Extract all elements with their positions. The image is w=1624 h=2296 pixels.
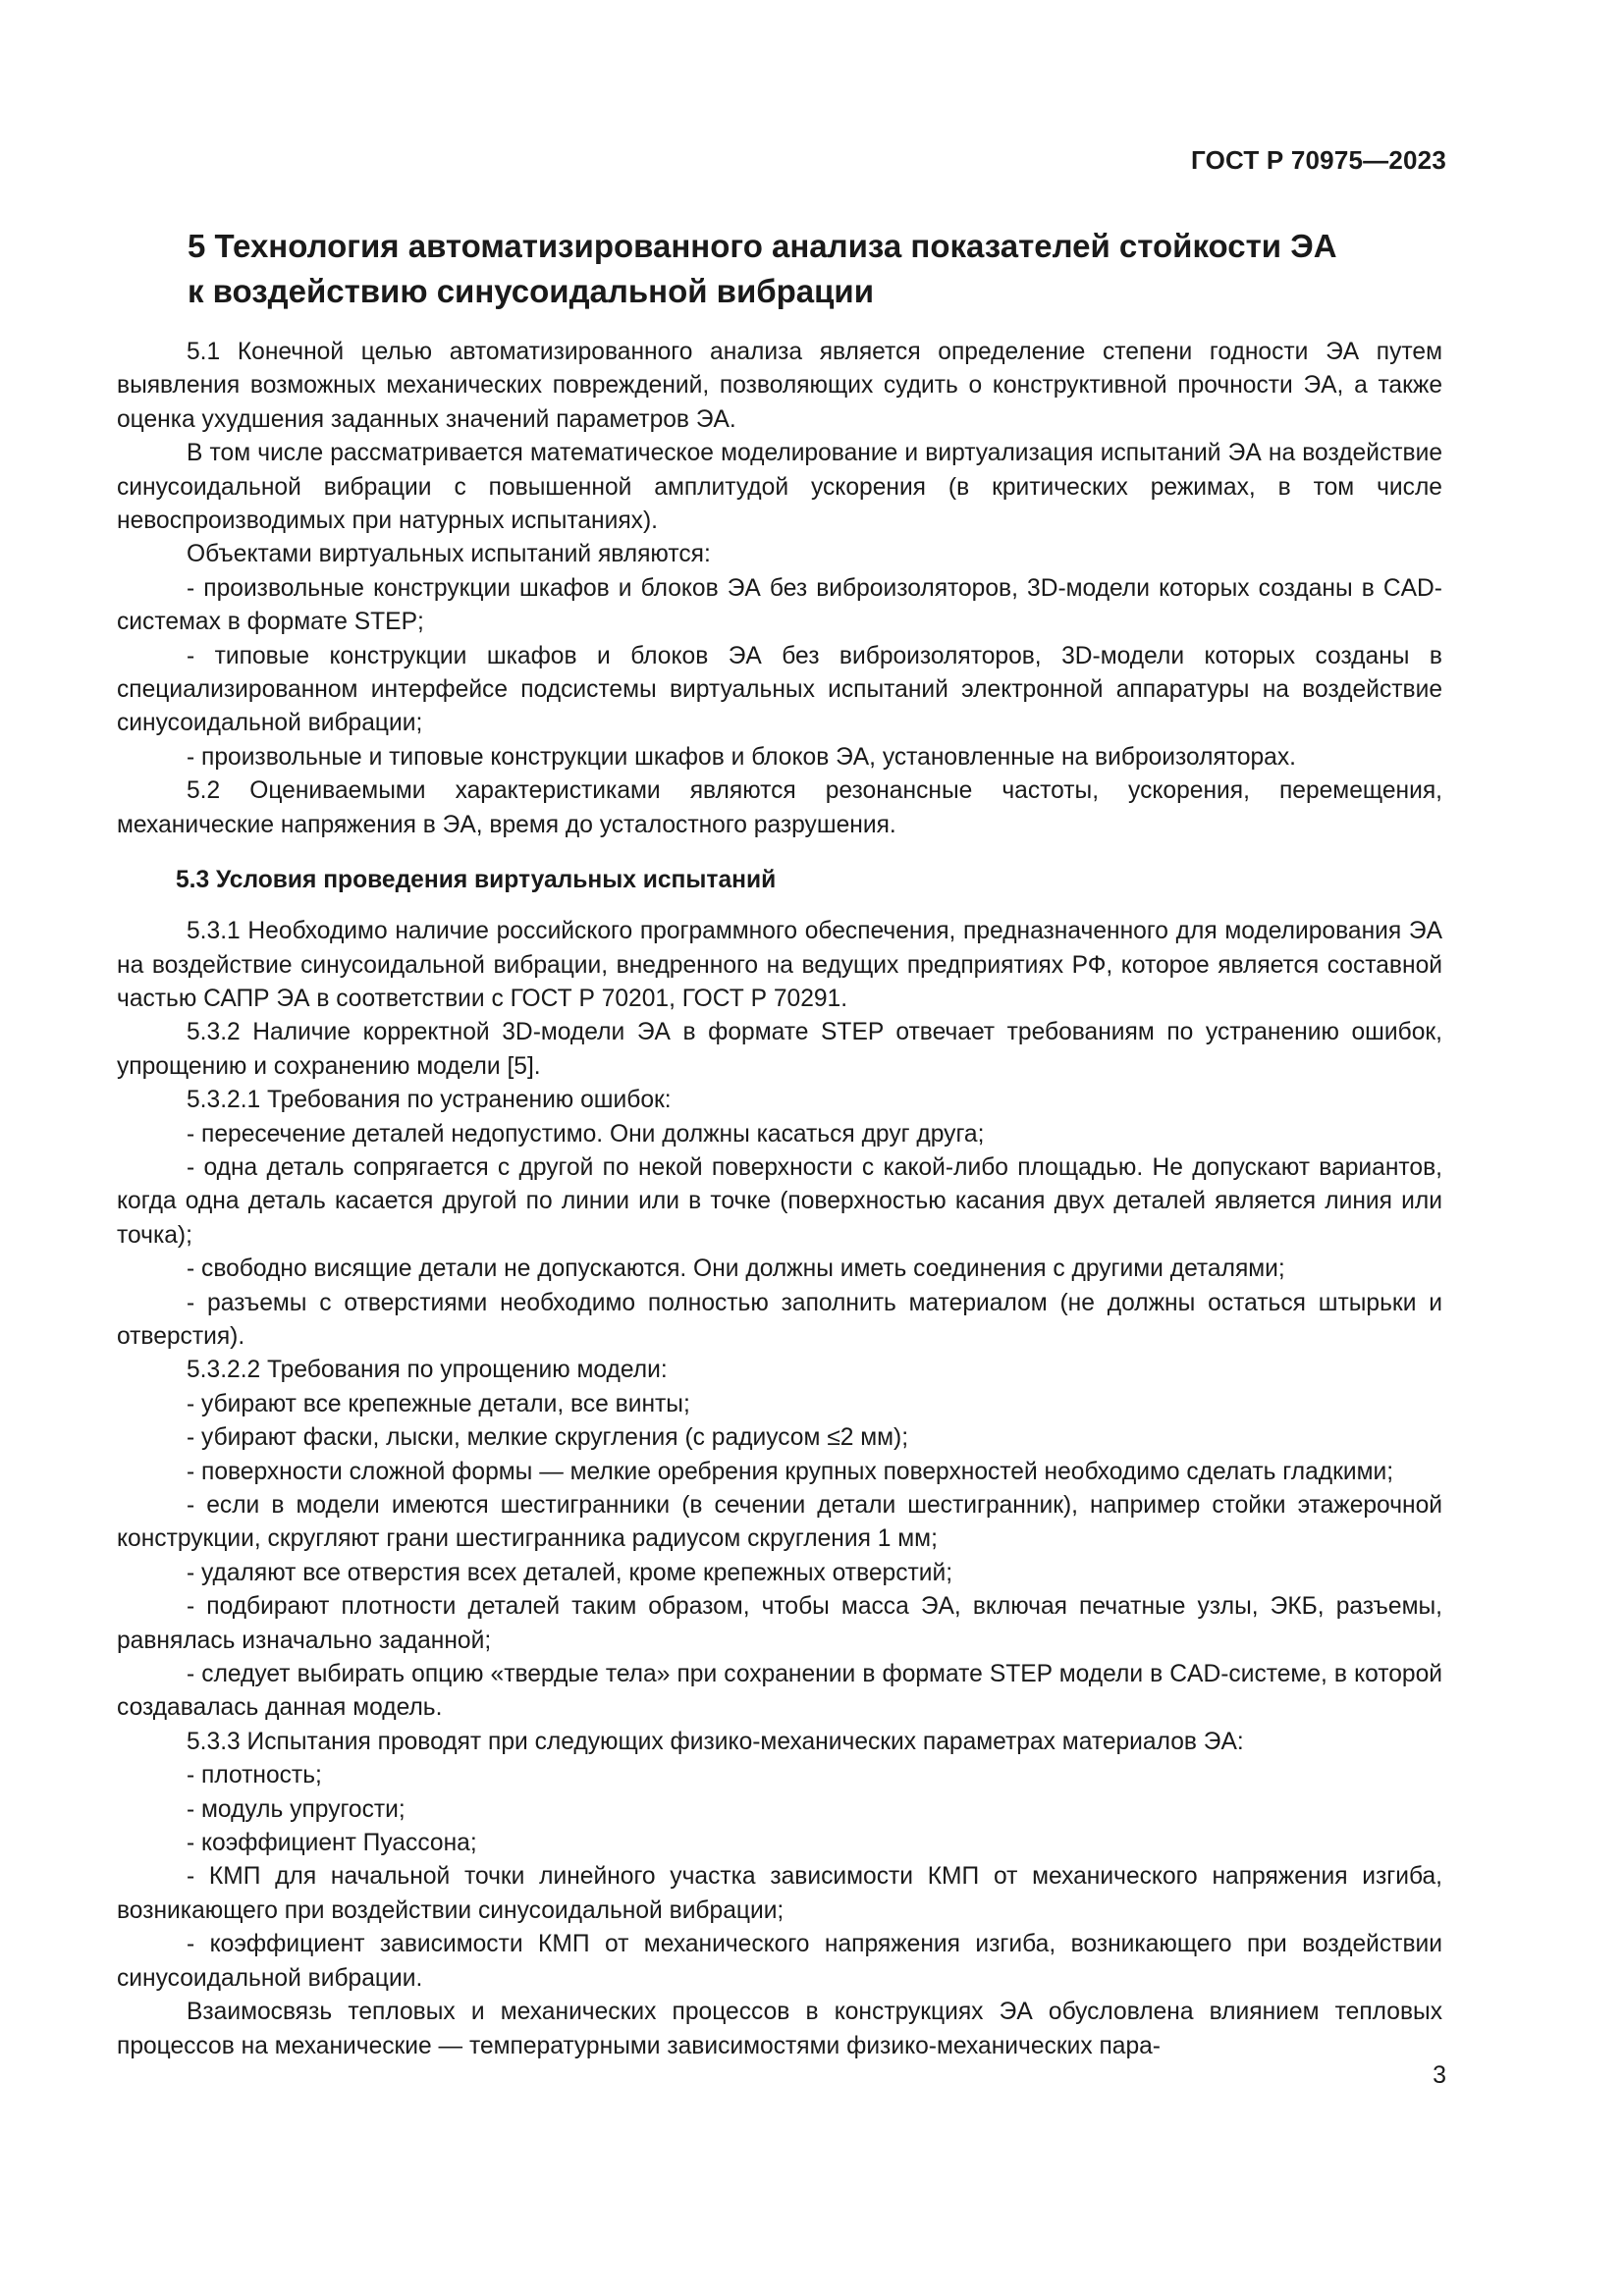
list-item: - типовые конструкции шкафов и блоков ЭА без виброизоляторов, 3D-модели которых созданы в специализированном интерфейсе подсистемы виртуальных испытаний электронной аппаратуры на воздействие синусоидальной вибрации;	[117, 642, 1442, 737]
list-item: - следует выбирать опцию «твердые тела» при сохранении в формате STEP модели в CAD-системе, в которой создавалась данная модель.	[117, 1661, 1442, 1722]
list-item: - коэффициент Пуассона;	[187, 1830, 477, 1857]
paragraph-objects: Объектами виртуальных испытаний являются:	[187, 541, 711, 568]
list-item: - одна деталь сопрягается с другой по некой поверхности с какой-либо площадью. Не допускают вариантов, когда одна деталь касается другой по линии или в точке (поверхностью касания двух деталей является линия или точка);	[117, 1153, 1442, 1249]
paragraph-5-3-1: 5.3.1 Необходимо наличие российского программного обеспечения, предназначенного для моделирования ЭА на воздействие синусоидальной вибрации, внедренного на ведущих предприятиях РФ, которое является составной частью САПР ЭА в соответствии с ГОСТ Р 70201, ГОСТ Р 70291.	[117, 918, 1442, 1012]
list-item: - поверхности сложной формы — мелкие оребрения крупных поверхностей необходимо сделать гладкими;	[187, 1458, 1394, 1485]
list-item: - разъемы с отверстиями необходимо полностью заполнить материалом (не должны остаться штырьки и отверстия).	[117, 1289, 1442, 1350]
list-item: - произвольные и типовые конструкции шкафов и блоков ЭА, установленные на виброизоляторах.	[187, 743, 1296, 771]
list-item: - удаляют все отверстия всех деталей, кроме крепежных отверстий;	[187, 1559, 953, 1586]
list-item: - плотность;	[187, 1762, 322, 1789]
list-item: - произвольные конструкции шкафов и блоков ЭА без виброизоляторов, 3D-модели которых созданы в CAD-системах в формате STEP;	[117, 574, 1442, 636]
list-item: - убирают все крепежные детали, все винты;	[187, 1390, 690, 1417]
list-item: - модуль упругости;	[187, 1795, 406, 1823]
paragraph-5-2: 5.2 Оцениваемыми характеристиками являются резонансные частоты, ускорения, перемещения, механические напряжения в ЭА, время до усталостного разрушения.	[117, 777, 1442, 838]
page-number: 3	[1433, 2061, 1446, 2089]
paragraph-5-3-2: 5.3.2 Наличие корректной 3D-модели ЭА в формате STEP отвечает требованиям по устранению ошибок, упрощению и сохранению модели [5].	[117, 1019, 1442, 1080]
list-item: - пересечение деталей недопустимо. Они должны касаться друг друга;	[187, 1120, 985, 1148]
list-item: - свободно висящие детали не допускаются. Они должны иметь соединения с другими деталями;	[187, 1255, 1285, 1283]
paragraph-modeling: В том числе рассматривается математическое моделирование и виртуализация испытаний ЭА на воздействие синусоидальной вибрации с повышенной амплитудой ускорения (в критических режимах, в том числе невоспроизводимых при натурных испытаниях).	[117, 440, 1442, 535]
paragraph-5-1: 5.1 Конечной целью автоматизированного анализа является определение степени годности ЭА путем выявления возможных механических повреждений, позволяющих судить о конструктивной прочности ЭА, а также оценка ухудшения заданных значений параметров ЭА.	[117, 339, 1442, 433]
list-item: - убирают фаски, лыски, мелкие скругления (с радиусом ≤2 мм);	[187, 1424, 909, 1452]
paragraph-5-3-2-2: 5.3.2.2 Требования по упрощению модели:	[187, 1357, 668, 1384]
list-item: - подбирают плотности деталей таким образом, чтобы масса ЭА, включая печатные узлы, ЭКБ, разъемы, равнялась изначально заданной;	[117, 1593, 1442, 1654]
section-5-title-line-2: к воздействию синусоидальной вибрации	[188, 273, 875, 309]
paragraph-5-3-3: 5.3.3 Испытания проводят при следующих физико-механических параметрах материалов ЭА:	[187, 1728, 1244, 1755]
list-item: - КМП для начальной точки линейного участка зависимости КМП от механического напряжения изгиба, возникающего при воздействии синусоидальной вибрации;	[117, 1863, 1442, 1924]
list-item: - если в модели имеются шестигранники (в сечении детали шестигранник), например стойки этажерочной конструкции, скругляют грани шестигранника радиусом скругления 1 мм;	[117, 1492, 1442, 1553]
paragraph-relation: Взаимосвязь тепловых и механических процессов в конструкциях ЭА обусловлена влиянием тепловых процессов на механические — температурными зависимостями физико-механических пара-	[117, 1999, 1442, 2059]
page-content	[117, 224, 1442, 2063]
section-5-title	[188, 224, 1442, 314]
list-item: - коэффициент зависимости КМП от механического напряжения изгиба, возникающего при воздействии синусоидальной вибрации.	[117, 1931, 1442, 1992]
section-5-3-title: 5.3 Условия проведения виртуальных испытаний	[176, 867, 777, 894]
paragraph-5-3-2-1: 5.3.2.1 Требования по устранению ошибок:	[187, 1087, 672, 1114]
section-5-title-line-1: 5 Технология автоматизированного анализа показателей стойкости ЭА	[188, 228, 1337, 264]
document-code: ГОСТ Р 70975—2023	[1191, 145, 1446, 175]
